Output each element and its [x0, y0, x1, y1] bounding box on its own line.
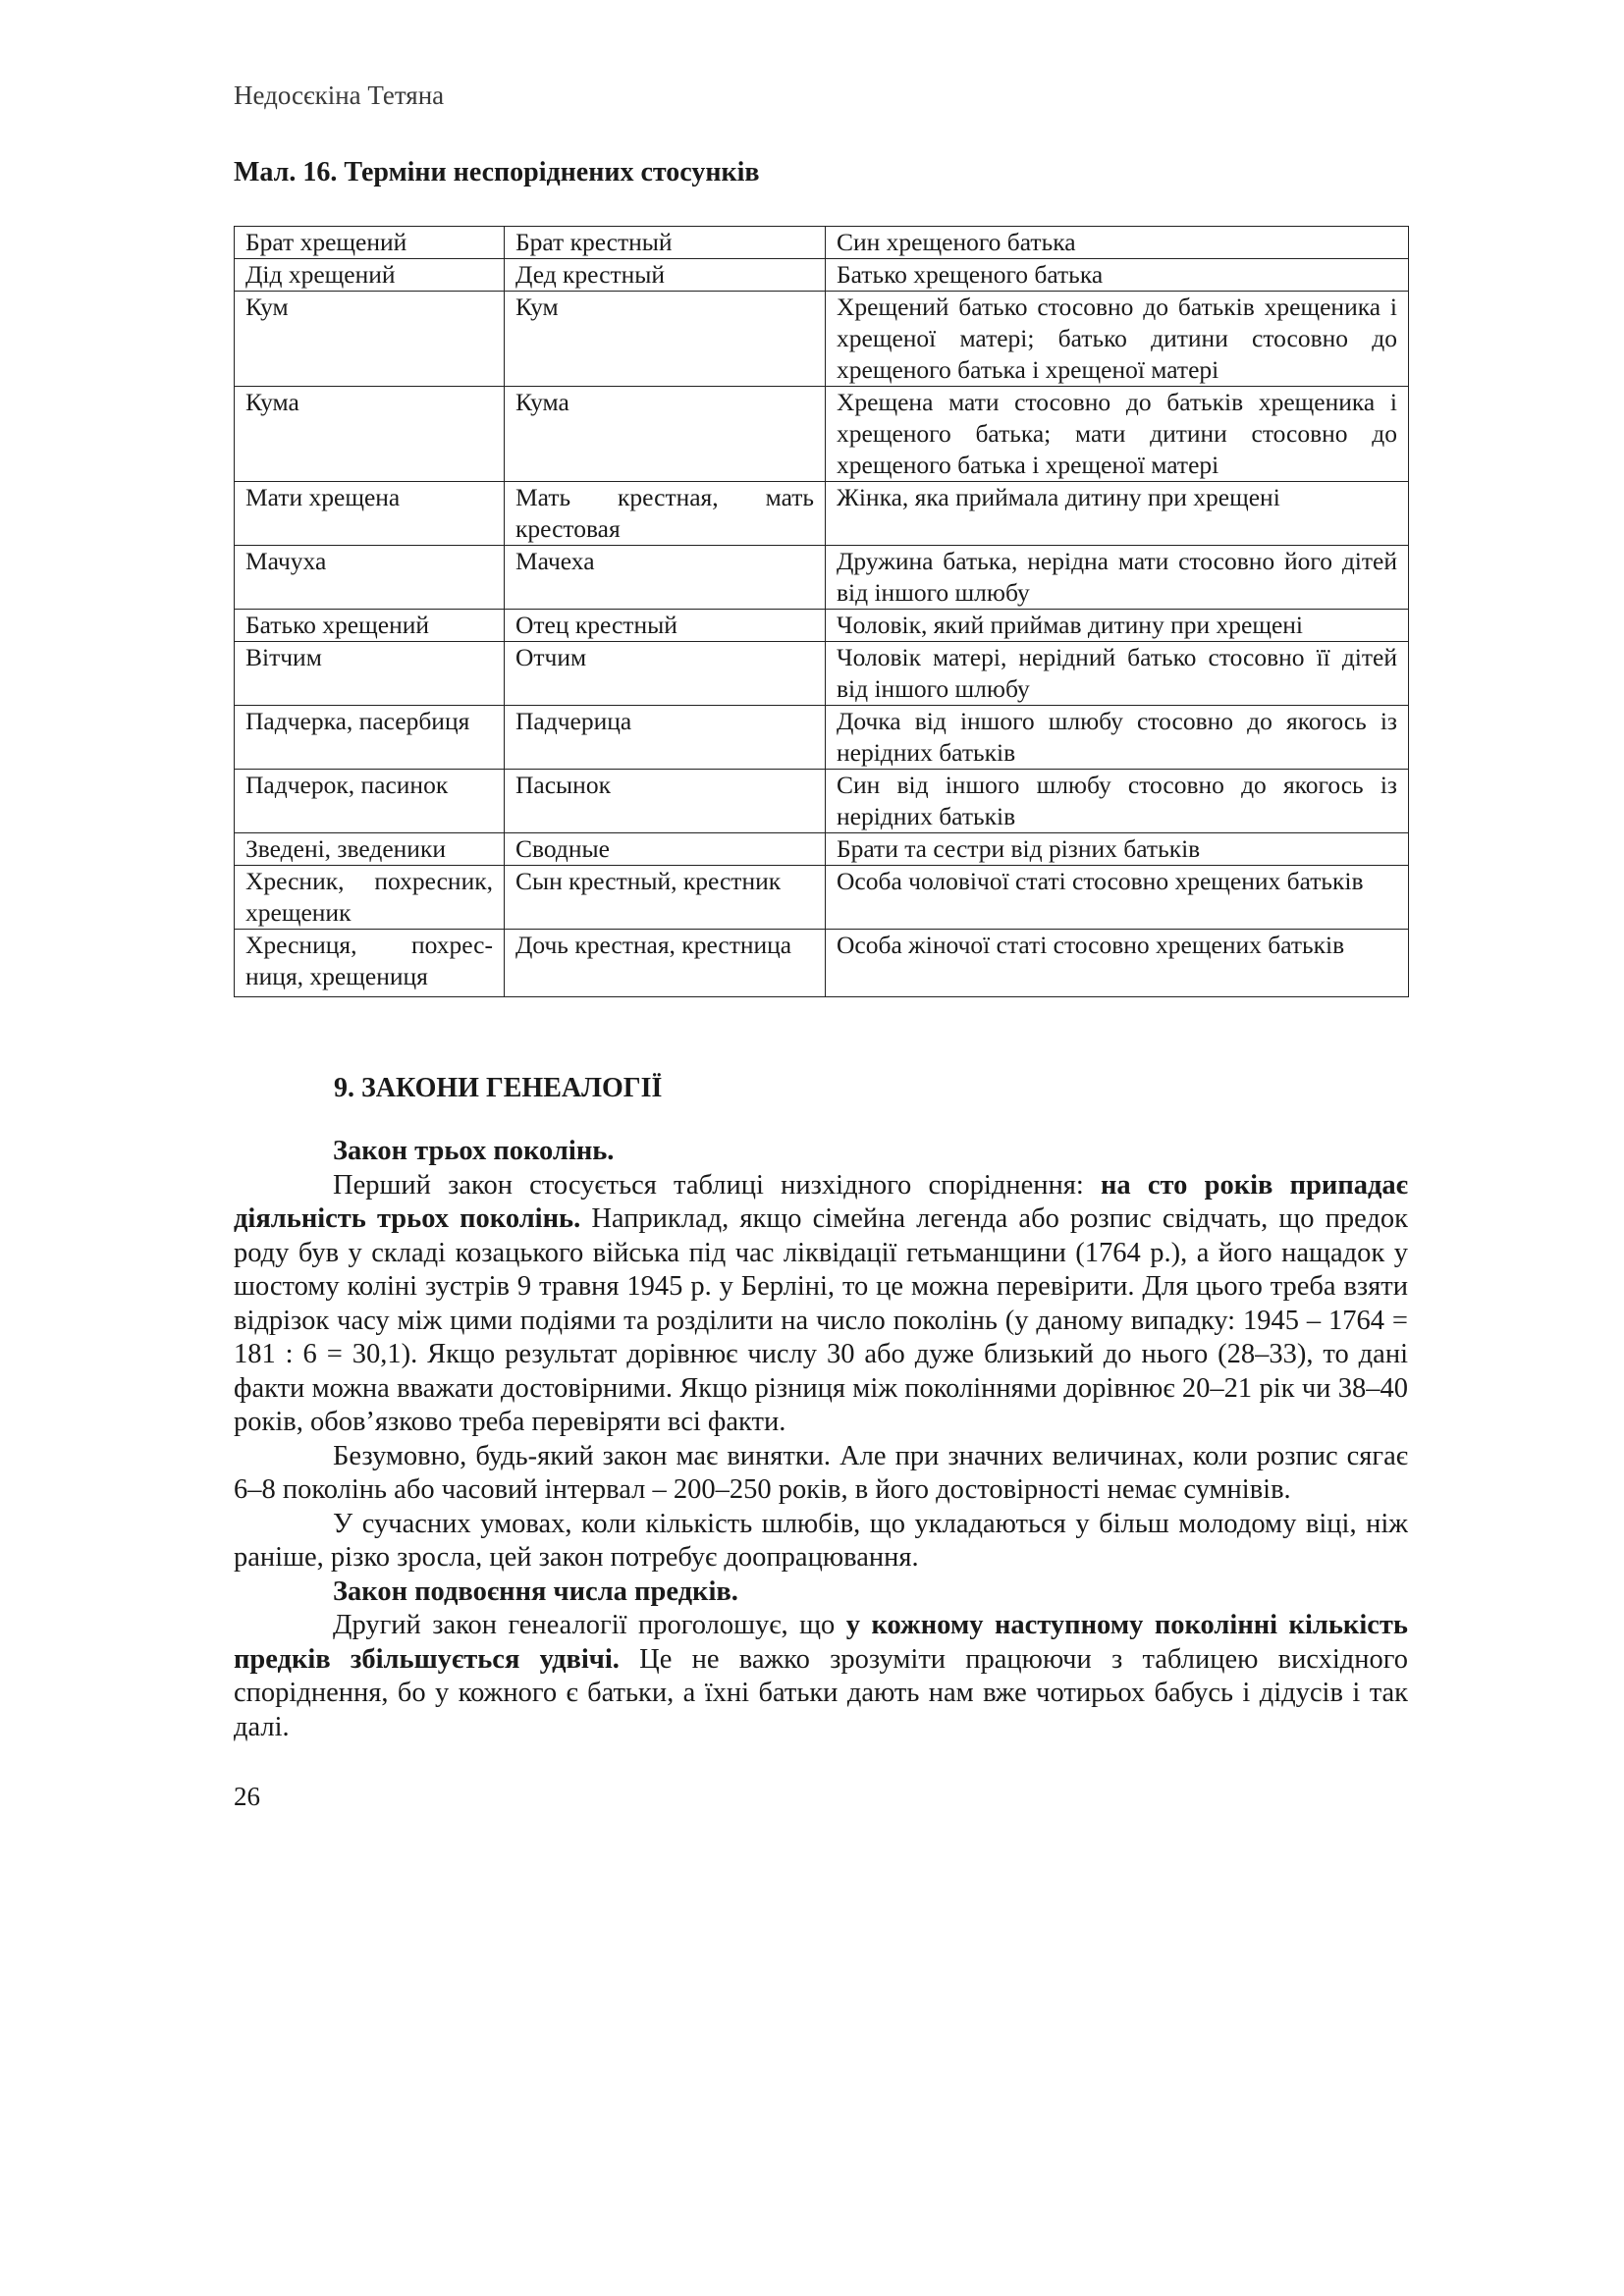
ukrainian-term-cell: Падчерка, пасербиця	[235, 706, 505, 770]
table-row	[235, 546, 1409, 610]
table-row	[235, 259, 1409, 292]
ukrainian-term-cell: Вітчим	[235, 642, 505, 706]
table-row	[235, 482, 1409, 546]
table-row	[235, 292, 1409, 387]
table-row	[235, 866, 1409, 930]
definition-cell: Хрещена мати стосовно до батьків хрещеника і хрещеного батька; мати дитини стосовно до хрещеного батька і хрещеної матері	[826, 387, 1409, 482]
russian-term-cell: Сводные	[505, 833, 826, 866]
paragraph-text: Це не важко зрозуміти працюючи з таблицею висхідного споріднення, бо у кожного є батьки, а їхні батьки дають нам вже чотирьох бабусь і дідусів і так далі.	[234, 1643, 1409, 1742]
paragraph-text: Наприклад, якщо сімейна легенда або розпис свідчать, що предок роду був у складі козацького війська під час ліквідації гетьманщини (1764 р.), а його нащадок у шостому коліні зустрів 9 травня 1945 р. у Берліні, то це можна перевірити. Для цього треба взяти відрізок часу між цими подіями та розділити на число поколінь (у даному випадку: 1945 – 1764 = 181 : 6 = 30,1). Якщо результат дорівнює числу 30 або дуже близький до нього (28–33), то дані факти можна вважати достовірними. Якщо різниця між поколіннями дорівнює 20–21 рік чи 38–40 років, обов’язково треба перевіряти всі факти.	[234, 1203, 1408, 1437]
definition-cell: Особа жіночої статі стосовно хрещених батьків	[826, 930, 1409, 997]
russian-term-cell: Мать крестная, мать крестовая	[505, 482, 826, 546]
russian-term-cell: Отчим	[505, 642, 826, 706]
paragraph-text: Перший закон стосується таблиці низхідного споріднення:	[333, 1169, 1101, 1201]
ukrainian-term-cell: Хресник, похресник, хрещеник	[235, 866, 505, 930]
ukrainian-term-cell: Падчерок, пасинок	[235, 770, 505, 833]
russian-term-cell: Брат крестный	[505, 227, 826, 259]
table-row	[235, 770, 1409, 833]
paragraph-law-one	[234, 1169, 1408, 1440]
definition-cell: Особа чоловічої статі стосовно хрещених батьків	[826, 866, 1409, 930]
table-row	[235, 706, 1409, 770]
emphasis-text: на сто років припадає діяльність трьох поколінь.	[234, 1169, 1408, 1234]
page-number: 26	[234, 1782, 260, 1811]
definition-cell: Син хрещеного батька	[826, 227, 1409, 259]
emphasis-text: у кожному наступному поколінні кількість предків збільшується удвічі.	[234, 1610, 1408, 1675]
table-row	[235, 227, 1409, 259]
definition-cell: Брати та сестри від різних батьків	[826, 833, 1409, 866]
body-text	[234, 1135, 1408, 1744]
section-heading: 9. ЗАКОНИ ГЕНЕАЛОГІЇ	[334, 1073, 663, 1103]
definition-cell: Жінка, яка приймала дитину при хрещені	[826, 482, 1409, 546]
definition-cell: Син від іншого шлюбу стосовно до якогось із нерідних батьків	[826, 770, 1409, 833]
russian-term-cell: Падчерица	[505, 706, 826, 770]
ukrainian-term-cell: Брат хрещений	[235, 227, 505, 259]
table-row	[235, 642, 1409, 706]
law-one-title: Закон трьох поколінь.	[333, 1136, 615, 1166]
definition-cell: Дочка від іншого шлюбу стосовно до якогось із нерідних батьків	[826, 706, 1409, 770]
ukrainian-term-cell: Мати хрещена	[235, 482, 505, 546]
kinship-terms-table	[234, 226, 1409, 997]
ukrainian-term-cell: Батько хрещений	[235, 610, 505, 642]
table-row	[235, 610, 1409, 642]
law-two-title: Закон подвоєння числа предків.	[333, 1575, 738, 1607]
ukrainian-term-cell: Кум	[235, 292, 505, 387]
russian-term-cell: Мачеха	[505, 546, 826, 610]
russian-term-cell: Дед крестный	[505, 259, 826, 292]
table-row	[235, 387, 1409, 482]
ukrainian-term-cell: Дід хрещений	[235, 259, 505, 292]
russian-term-cell: Сын крестный, крестник	[505, 866, 826, 930]
figure-caption: Мал. 16. Терміни неспоріднених стосунків	[234, 157, 760, 187]
definition-cell: Хрещений батько стосовно до батьків хрещеника і хрещеної матері; батько дитини стосовно до хрещеного батька і хрещеної матері	[826, 292, 1409, 387]
paragraph-exceptions: Безумовно, будь-який закон має винятки. Але при значних величинах, коли розпис сягає 6–8 поколінь або часовий інтервал – 200–250 років, в його достовірності немає сумнівів.	[234, 1440, 1408, 1505]
russian-term-cell: Кум	[505, 292, 826, 387]
table-row	[235, 930, 1409, 997]
definition-cell: Батько хрещеного батька	[826, 259, 1409, 292]
russian-term-cell: Кума	[505, 387, 826, 482]
table-row	[235, 833, 1409, 866]
definition-cell: Чоловік, який приймав дитину при хрещені	[826, 610, 1409, 642]
ukrainian-term-cell: Зведені, зведеники	[235, 833, 505, 866]
table-body	[235, 227, 1409, 997]
definition-cell: Дружина батька, нерідна мати стосовно його дітей від іншого шлюбу	[826, 546, 1409, 610]
paragraph-law-two	[234, 1609, 1408, 1744]
ukrainian-term-cell: Кума	[235, 387, 505, 482]
definition-cell: Чоловік матері, нерідний батько стосовно її дітей від іншого шлюбу	[826, 642, 1409, 706]
russian-term-cell: Дочь крестная, крестница	[505, 930, 826, 997]
russian-term-cell: Отец крестный	[505, 610, 826, 642]
russian-term-cell: Пасынок	[505, 770, 826, 833]
running-head: Недосєкіна Тетяна	[234, 80, 445, 110]
ukrainian-term-cell: Хресниця, похресниця, хрещениця	[235, 930, 505, 997]
ukrainian-term-cell: Мачуха	[235, 546, 505, 610]
paragraph-modern-conditions: У сучасних умовах, коли кількість шлюбів, що укладаються у більш молодому віці, ніж раніше, різко зросла, цей закон потребує доопрацювання.	[234, 1508, 1408, 1573]
paragraph-text: Другий закон генеалогії проголошує, що	[333, 1610, 846, 1640]
